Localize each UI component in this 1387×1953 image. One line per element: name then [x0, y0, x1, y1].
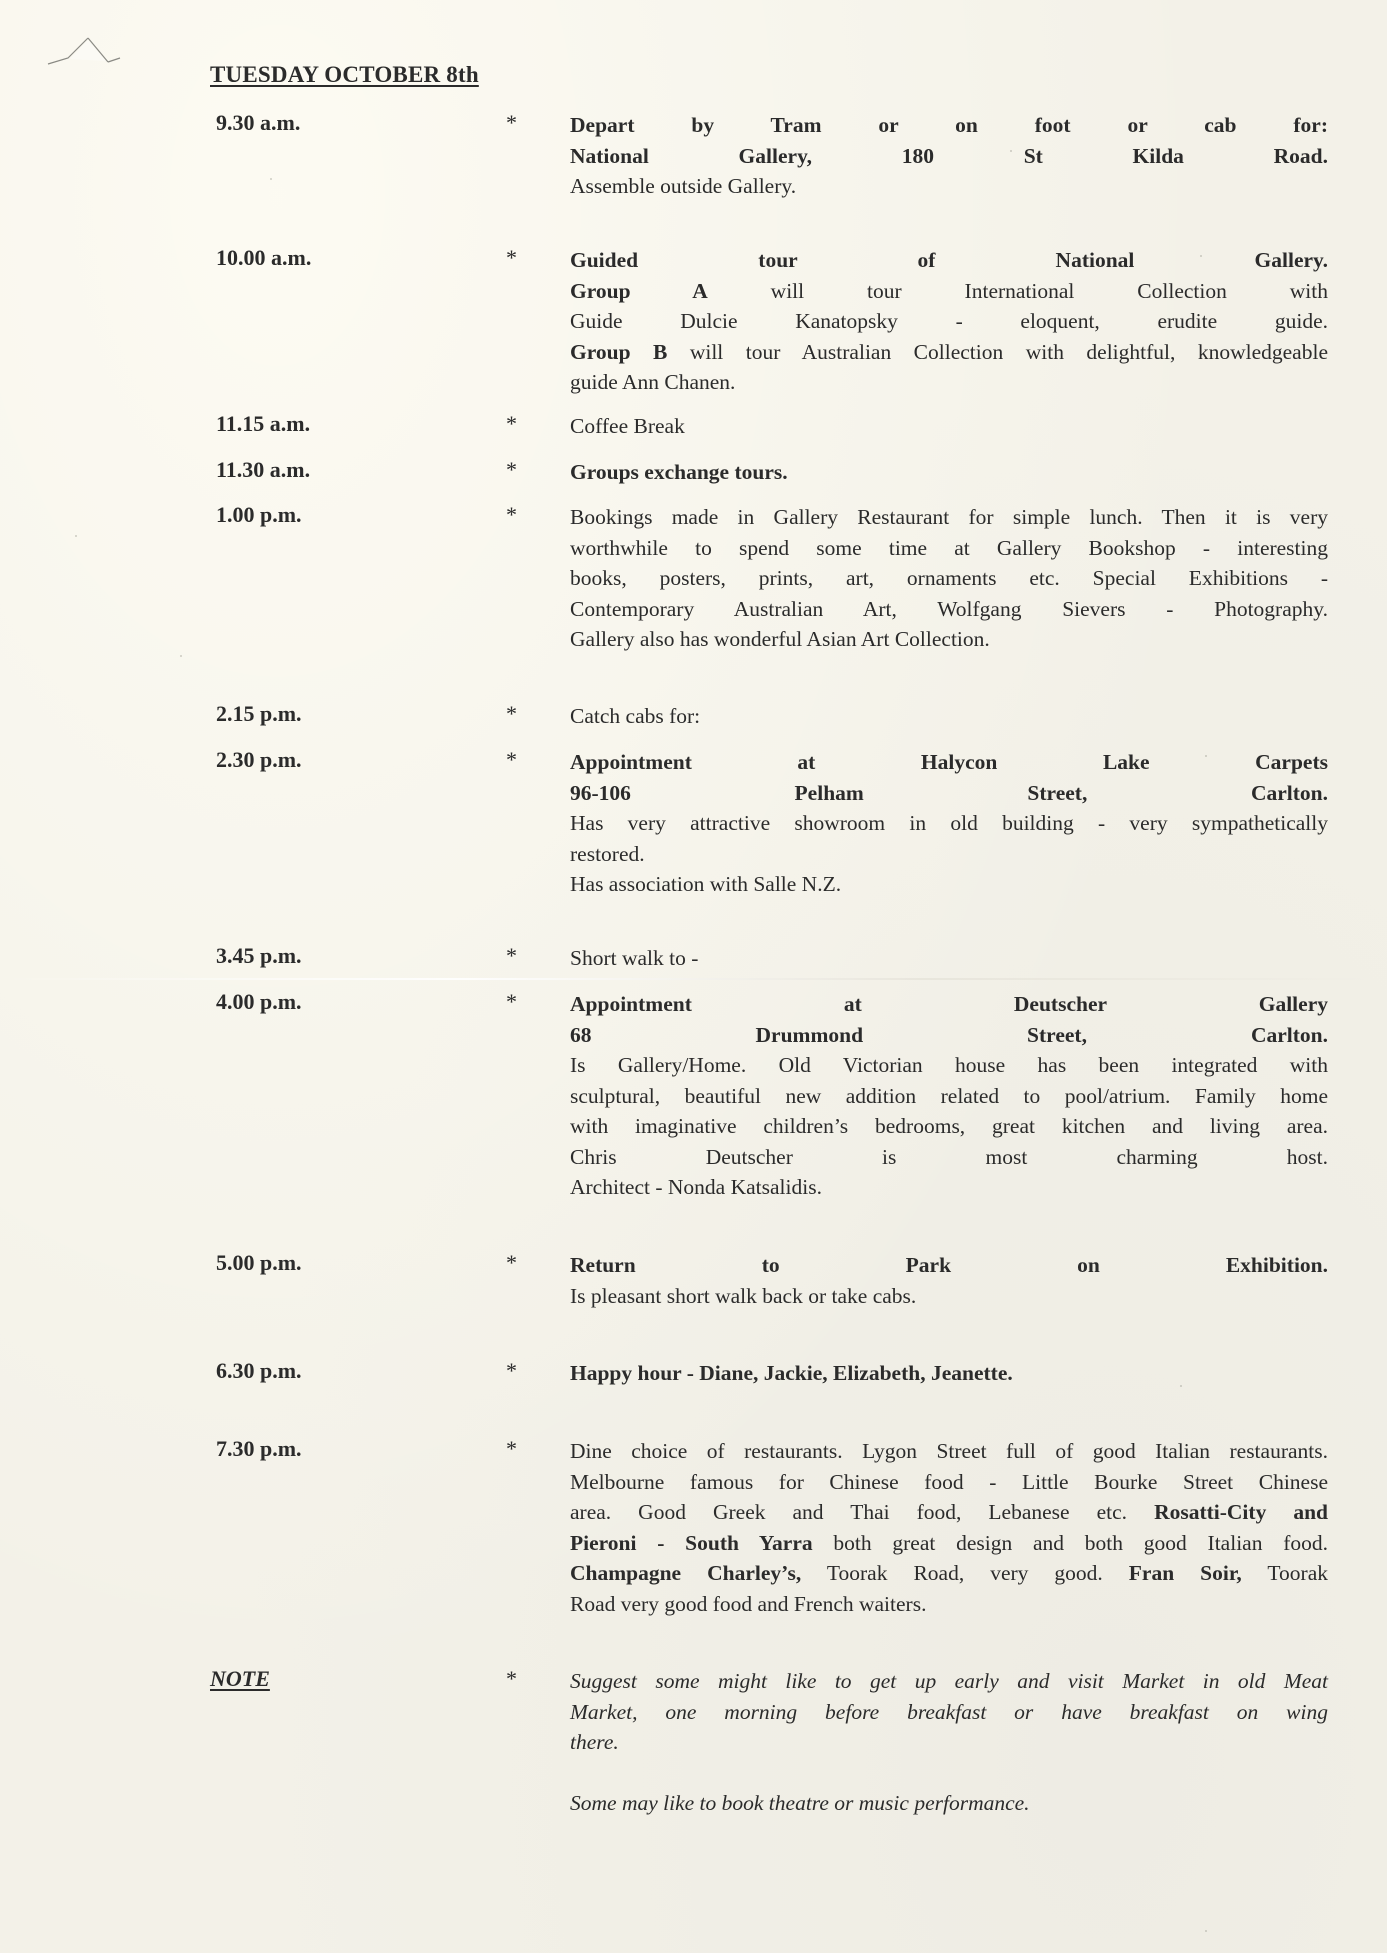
description-line — [570, 337, 1328, 368]
text-segment: Appointment at Deutscher Gallery — [570, 992, 1328, 1016]
text-segment: guide Ann Chanen. — [570, 370, 736, 394]
entry-time: 5.00 p.m. — [216, 1250, 302, 1275]
entry-description — [570, 701, 1328, 732]
paper-speck — [75, 535, 77, 537]
entry-time: 1.00 p.m. — [216, 502, 302, 527]
bullet-asterisk-icon: * — [506, 110, 517, 135]
text-segment: Toorak Road, very good. — [801, 1561, 1129, 1585]
text-segment: books, posters, prints, art, ornaments etc. Special Exhibitions - — [570, 566, 1328, 590]
page-title: TUESDAY OCTOBER 8th — [210, 62, 479, 87]
description-line — [570, 1358, 1328, 1389]
bullet-asterisk-icon: * — [506, 502, 517, 527]
text-segment: sculptural, beautiful new addition related to pool/atrium. Family home — [570, 1083, 1328, 1108]
text-segment: Chris Deutscher is most charming host. — [570, 1144, 1328, 1169]
paper-speck — [1200, 255, 1202, 257]
description-line — [570, 1142, 1328, 1173]
description-line — [570, 943, 1328, 974]
text-segment: Has very attractive showroom in old building - very sympathetically — [570, 811, 1328, 835]
text-segment: there. — [570, 1730, 619, 1754]
entry-description — [570, 457, 1328, 488]
text-segment: Catch cabs for: — [570, 704, 701, 728]
bullet-asterisk-icon: * — [506, 411, 517, 436]
paper-speck — [1205, 1930, 1207, 1932]
text-segment: area. Good Greek and Thai food, Lebanese etc. — [570, 1500, 1155, 1524]
description-line — [570, 1697, 1328, 1728]
description-line — [570, 1111, 1328, 1142]
entry-time: 7.30 p.m. — [216, 1436, 302, 1461]
paper-speck — [180, 655, 182, 657]
text-segment: Architect - Nonda Katsalidis. — [570, 1175, 822, 1199]
text-segment: Road very good food and French waiters. — [570, 1591, 927, 1616]
description-line — [570, 839, 1328, 870]
description-line — [570, 1050, 1328, 1081]
description-line — [570, 367, 1328, 398]
entry-time: 11.30 a.m. — [216, 457, 311, 482]
description-line — [570, 141, 1328, 172]
text-segment: Rosatti-City and — [1154, 1500, 1329, 1524]
description-line — [570, 276, 1328, 307]
bullet-asterisk-icon: * — [506, 1436, 517, 1461]
description-line — [570, 1467, 1328, 1498]
description-line — [570, 1727, 1328, 1758]
entry-time: 11.15 a.m. — [216, 411, 311, 436]
text-segment: Return to Park on Exhibition. — [570, 1253, 1328, 1277]
description-line — [570, 1558, 1328, 1589]
entry-description — [570, 1436, 1328, 1619]
description-line — [570, 457, 1328, 488]
paper-fold-crease — [0, 978, 1387, 980]
text-segment: Pieroni - South Yarra — [570, 1530, 813, 1555]
description-line — [570, 1436, 1328, 1467]
text-segment: Has association with Salle N.Z. — [570, 872, 842, 896]
description-line — [570, 594, 1328, 625]
paper-speck — [270, 178, 272, 180]
entry-time: 2.15 p.m. — [216, 701, 302, 726]
entry-description — [570, 943, 1328, 974]
paper-speck — [1180, 1385, 1182, 1387]
bullet-asterisk-icon: * — [506, 1666, 517, 1691]
text-segment: both great design and both good Italian food. — [812, 1530, 1328, 1555]
text-segment: Happy hour - Diane, Jackie, Elizabeth, Jeanette. — [570, 1361, 1013, 1385]
text-segment: Contemporary Australian Art, Wolfgang Sievers - Photography. — [570, 596, 1328, 621]
entry-time: 4.00 p.m. — [216, 989, 302, 1014]
description-line — [570, 411, 1328, 442]
bullet-asterisk-icon: * — [506, 457, 517, 482]
description-line — [570, 808, 1328, 839]
description-line — [570, 1589, 1328, 1620]
text-segment: Bookings made in Gallery Restaurant for simple lunch. Then it is very — [570, 505, 1328, 529]
text-segment: 96-106 Pelham Street, Carlton. — [570, 780, 1328, 805]
description-line — [570, 1281, 1328, 1312]
description-line — [570, 701, 1328, 732]
description-line — [570, 989, 1328, 1020]
entry-description — [570, 245, 1328, 398]
paper-speck — [1010, 150, 1012, 152]
description-line — [570, 306, 1328, 337]
text-segment: National Gallery, 180 St Kilda Road. — [570, 143, 1328, 168]
text-segment: Group B — [570, 339, 668, 364]
text-segment: Some may like to book theatre or music performance. — [570, 1790, 1030, 1815]
bullet-asterisk-icon: * — [506, 1250, 517, 1275]
note-label: NOTE — [210, 1666, 270, 1691]
text-segment: Market, one morning before breakfast or have breakfast on wing — [570, 1699, 1328, 1724]
text-segment: Melbourne famous for Chinese food - Little Bourke Street Chinese — [570, 1469, 1328, 1494]
note-description — [570, 1666, 1328, 1818]
text-segment: Champagne Charley’s, — [570, 1561, 802, 1585]
text-segment: Short walk to - — [570, 946, 699, 970]
entry-time: 6.30 p.m. — [216, 1358, 302, 1383]
text-segment: Groups exchange tours. — [570, 460, 788, 484]
bullet-asterisk-icon: * — [506, 245, 517, 270]
text-segment: Depart by Tram or on foot or cab for: — [570, 113, 1328, 137]
text-segment: will tour Australian Collection with delightful, knowledgeable — [667, 339, 1328, 364]
description-line — [570, 869, 1328, 900]
bullet-asterisk-icon: * — [506, 701, 517, 726]
description-line — [570, 171, 1328, 202]
description-line — [570, 533, 1328, 564]
text-segment: Guide Dulcie Kanatopsky - eloquent, erudite guide. — [570, 309, 1328, 333]
text-segment: Is Gallery/Home. Old Victorian house has been integrated with — [570, 1053, 1328, 1077]
text-segment: with imaginative children’s bedrooms, great kitchen and living area. — [570, 1114, 1328, 1138]
description-line — [570, 1528, 1328, 1559]
text-segment: Assemble outside Gallery. — [570, 174, 797, 198]
entry-description — [570, 411, 1328, 442]
entry-time: 9.30 a.m. — [216, 110, 301, 135]
description-line — [570, 563, 1328, 594]
text-segment: Coffee Break — [570, 414, 685, 438]
text-segment: restored. — [570, 841, 645, 866]
text-segment: Toorak — [1241, 1561, 1328, 1585]
paper-speck — [1205, 755, 1207, 757]
text-segment: Appointment at Halycon Lake Carpets — [570, 750, 1328, 774]
description-line — [570, 1666, 1328, 1697]
description-line — [570, 1250, 1328, 1281]
entry-time: 2.30 p.m. — [216, 747, 302, 772]
text-segment: Is pleasant short walk back or take cabs. — [570, 1283, 917, 1308]
entry-description — [570, 989, 1328, 1203]
entry-description — [570, 747, 1328, 900]
text-segment: Fran Soir, — [1128, 1561, 1242, 1585]
paper-tear-mark-icon — [40, 28, 140, 68]
description-line — [570, 245, 1328, 276]
text-segment: Dine choice of restaurants. Lygon Street full of good Italian restaurants. — [570, 1439, 1328, 1463]
entry-description — [570, 1358, 1328, 1389]
bullet-asterisk-icon: * — [506, 747, 517, 772]
bullet-asterisk-icon: * — [506, 1358, 517, 1383]
entry-time: 3.45 p.m. — [216, 943, 302, 968]
description-line — [570, 502, 1328, 533]
paragraph-gap — [570, 1758, 1328, 1788]
text-segment: Guided tour of National Gallery. — [570, 248, 1328, 272]
bullet-asterisk-icon: * — [506, 989, 517, 1014]
text-segment: Group A — [570, 278, 708, 303]
description-line — [570, 1020, 1328, 1051]
entry-description — [570, 110, 1328, 202]
description-line — [570, 778, 1328, 809]
description-line — [570, 1497, 1328, 1528]
text-segment: Suggest some might like to get up early and visit Market in old Meat — [570, 1669, 1328, 1693]
description-line — [570, 110, 1328, 141]
description-line — [570, 747, 1328, 778]
text-segment: Gallery also has wonderful Asian Art Collection. — [570, 627, 990, 651]
entry-time: 10.00 a.m. — [216, 245, 312, 270]
text-segment: 68 Drummond Street, Carlton. — [570, 1022, 1328, 1047]
description-line — [570, 1081, 1328, 1112]
description-line — [570, 1172, 1328, 1203]
entry-description — [570, 502, 1328, 655]
bullet-asterisk-icon: * — [506, 943, 517, 968]
entry-description — [570, 1250, 1328, 1311]
text-segment: will tour International Collection with — [707, 278, 1328, 303]
text-segment: worthwhile to spend some time at Gallery Bookshop - interesting — [570, 535, 1328, 560]
description-line — [570, 624, 1328, 655]
description-line — [570, 1788, 1328, 1819]
